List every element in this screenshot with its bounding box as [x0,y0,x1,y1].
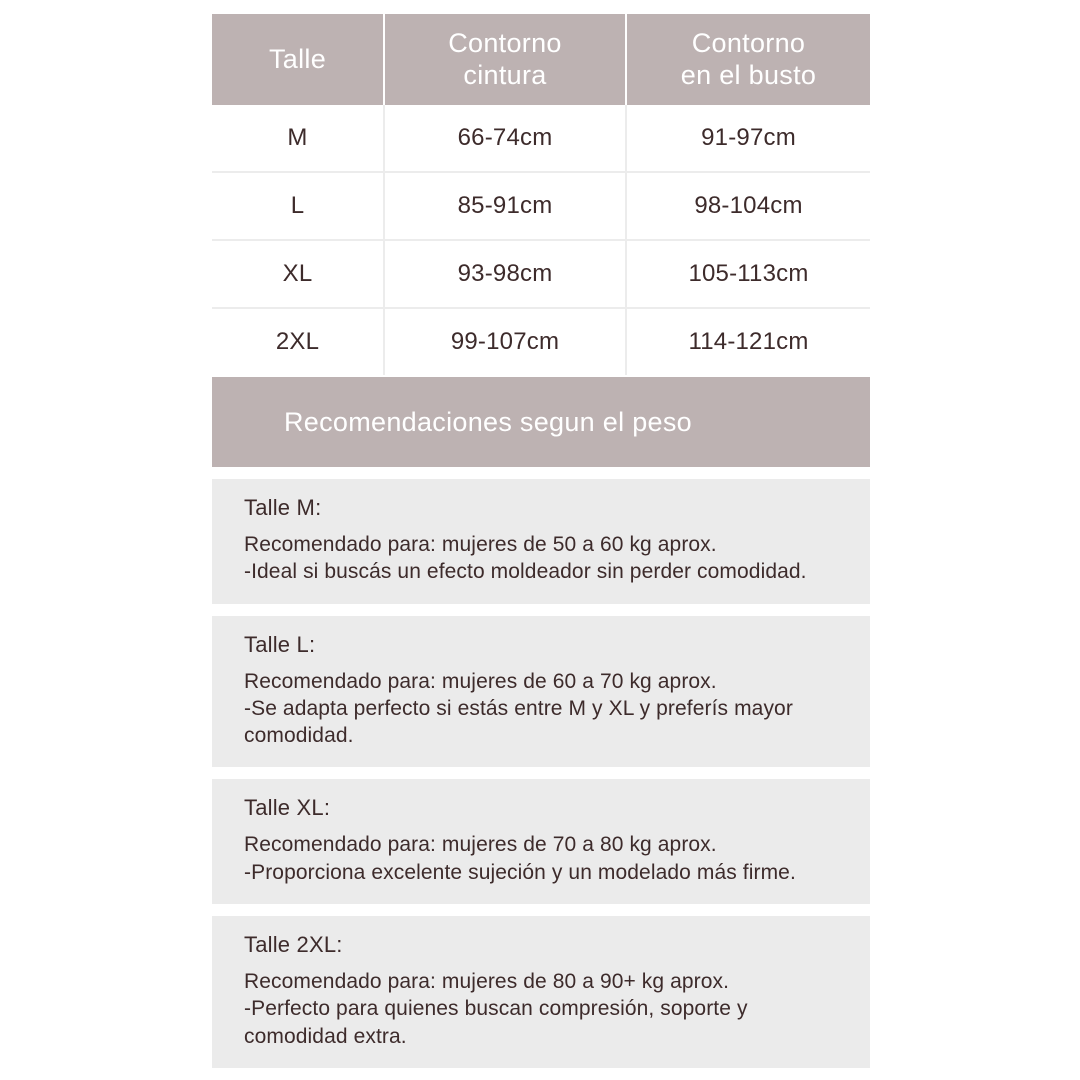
cell-talle: L [212,172,384,240]
recommendations-list [212,479,870,1068]
recommendation-title: Talle XL: [244,795,331,821]
cell-cintura: 93-98cm [384,240,626,308]
content-container [212,14,870,1068]
cell-busto: 98-104cm [626,172,870,240]
cell-cintura: 85-91cm [384,172,626,240]
header-row [212,14,870,105]
recommendations-banner [212,377,870,467]
cell-busto: 114-121cm [626,308,870,375]
banner-title: Recomendaciones segun el peso [284,406,692,437]
cell-talle: 2XL [212,308,384,375]
header-cell-contorno-busto [626,14,870,105]
recommendation-title: Talle 2XL: [244,932,343,958]
header-talle-line1: Talle [268,43,327,74]
recommendation-line-1: Recomendado para: mujeres de 70 a 80 kg aprox. [244,833,717,857]
header-cell-talle [212,14,384,105]
recommendation-title: Talle L: [244,631,316,657]
cell-talle: M [212,105,384,172]
header-cintura-line1: Contorno [448,28,562,59]
recommendation-line-2: -Se adapta perfecto si estás entre M y XL y preferís mayor comodidad. [244,696,793,748]
size-table [212,14,870,375]
cell-busto: 91-97cm [626,105,870,172]
table-row [212,308,870,375]
table-row [212,172,870,240]
recommendation-block-xl [212,779,870,904]
cell-busto: 105-113cm [626,240,870,308]
header-cintura-line2: cintura [463,59,547,90]
size-table-body [212,105,870,375]
recommendation-line-1: Recomendado para: mujeres de 80 a 90+ kg aprox. [244,970,730,994]
size-table-header [212,14,870,105]
recommendation-line-2: -Proporciona excelente sujeción y un modelado más firme. [244,860,796,884]
header-busto-line2: en el busto [680,59,817,90]
header-cell-contorno-cintura [384,14,626,105]
recommendation-block-2xl [212,916,870,1068]
table-row [212,240,870,308]
recommendation-line-1: Recomendado para: mujeres de 50 a 60 kg aprox. [244,533,717,556]
cell-cintura: 99-107cm [384,308,626,375]
recommendation-line-2: -Ideal si buscás un efecto moldeador sin perder comodidad. [244,560,807,584]
recommendation-line-2: -Perfecto para quienes buscan compresión, soporte y comodidad extra. [244,997,748,1048]
recommendation-block-l [212,616,870,768]
table-row [212,105,870,172]
cell-cintura: 66-74cm [384,105,626,172]
recommendation-block-m [212,479,870,604]
cell-talle: XL [212,240,384,308]
recommendation-title: Talle M: [244,495,322,520]
header-busto-line1: Contorno [691,28,806,59]
recommendation-line-1: Recomendado para: mujeres de 60 a 70 kg aprox. [244,669,717,693]
